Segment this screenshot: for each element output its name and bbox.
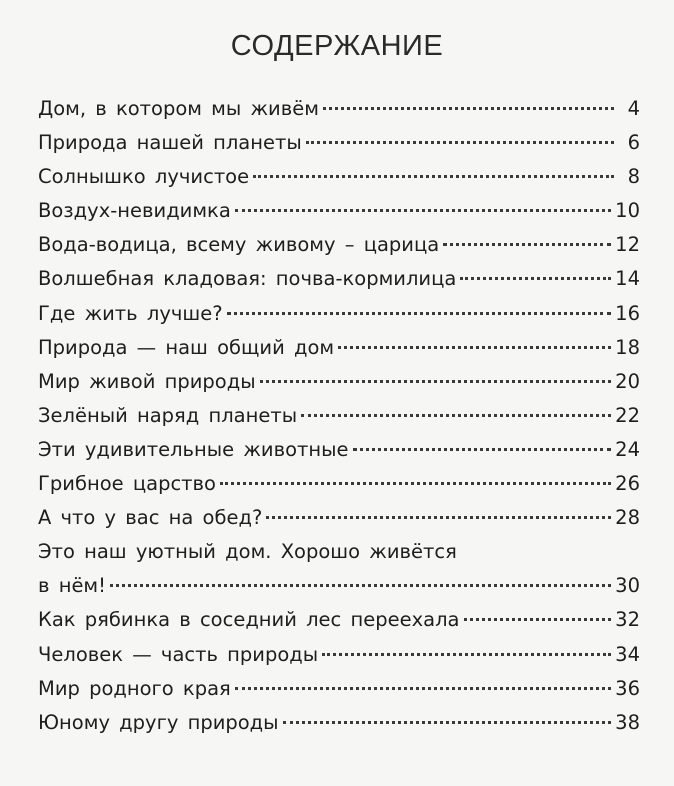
toc-entry xyxy=(38,638,640,672)
dot-leader xyxy=(110,584,611,587)
dot-leader xyxy=(443,243,611,246)
toc-entry-title-line2: в нём! xyxy=(38,574,106,598)
dot-leader xyxy=(266,516,611,519)
toc-entry-title: Природа — наш общий дом xyxy=(38,335,335,359)
dot-leader xyxy=(306,141,614,144)
toc-entry xyxy=(38,92,640,126)
page-title: СОДЕРЖАНИЕ xyxy=(230,30,444,62)
toc-entry-page: 26 xyxy=(615,472,640,496)
dot-leader xyxy=(220,482,611,485)
toc-entry-title: Солнышко лучистое xyxy=(38,165,250,189)
toc-entry-title: Эти удивительные животные xyxy=(38,437,349,461)
dot-leader xyxy=(235,687,611,690)
dot-leader xyxy=(338,346,611,349)
dot-leader xyxy=(227,312,612,315)
toc-entry-page: 32 xyxy=(615,608,640,632)
toc-entry-title: Вода-водица, всему живому – царица xyxy=(38,233,440,257)
toc-entry xyxy=(38,365,640,399)
dot-leader xyxy=(323,107,614,110)
toc-entry xyxy=(38,160,640,194)
toc-entry-page: 14 xyxy=(615,267,640,291)
toc-entry-page: 18 xyxy=(615,335,640,359)
toc-entry-title: Дом, в котором мы живём xyxy=(38,97,319,120)
toc-entry-page: 38 xyxy=(615,710,640,734)
toc-entry xyxy=(38,331,640,365)
toc-entry xyxy=(38,262,640,296)
toc-entry xyxy=(38,194,640,228)
toc-entry-title: А что у вас на обед? xyxy=(38,506,263,530)
dot-leader xyxy=(235,209,611,212)
toc-entry xyxy=(38,501,640,535)
toc-entry-page: 22 xyxy=(615,403,640,427)
toc-entry-page: 20 xyxy=(615,369,640,393)
toc-entry-page: 28 xyxy=(615,506,640,530)
toc-entry xyxy=(38,706,640,740)
toc-entry xyxy=(38,297,640,331)
toc-entry xyxy=(38,126,640,160)
toc-entry-title: Мир родного края xyxy=(38,676,231,700)
toc-entry xyxy=(38,399,640,433)
toc-entry-title: Где жить лучше? xyxy=(38,301,223,325)
toc-entry-page: 10 xyxy=(615,199,640,223)
toc-entry-title: Грибное царство xyxy=(38,472,216,496)
toc-entry xyxy=(38,228,640,262)
toc-entry-page: 6 xyxy=(627,131,640,155)
dot-leader xyxy=(301,414,611,417)
toc-entry-page: 12 xyxy=(615,233,640,257)
toc-entry-title-line1: Это наш уютный дом. Хорошо живётся xyxy=(38,540,457,564)
toc-entry xyxy=(38,672,640,706)
toc-entry-title: Юному другу природы xyxy=(38,710,279,734)
table-of-contents xyxy=(38,92,640,740)
toc-entry-title: Природа нашей планеты xyxy=(38,131,302,155)
toc-entry-line2 xyxy=(38,569,640,603)
toc-entry-page: 16 xyxy=(615,301,640,325)
dot-leader xyxy=(283,721,612,724)
dot-leader xyxy=(460,277,611,280)
toc-entry xyxy=(38,603,640,637)
toc-entry-page: 8 xyxy=(627,165,640,189)
dot-leader xyxy=(260,380,612,383)
toc-entry-page: 24 xyxy=(615,437,640,461)
dot-leader xyxy=(253,175,614,178)
toc-entry-page: 4 xyxy=(627,97,640,120)
toc-entry xyxy=(38,467,640,501)
toc-entry-title: Волшебная кладовая: почва-кормилица xyxy=(38,267,457,291)
toc-entry-multiline xyxy=(38,535,640,603)
toc-entry-page: 36 xyxy=(615,676,640,700)
toc-entry-page: 30 xyxy=(615,574,640,598)
toc-entry-title: Воздух-невидимка xyxy=(38,199,231,223)
toc-entry-title: Мир живой природы xyxy=(38,369,256,393)
dot-leader xyxy=(322,653,611,656)
toc-entry xyxy=(38,433,640,467)
toc-entry-page: 34 xyxy=(615,642,640,666)
toc-entry-title: Как рябинка в соседний лес переехала xyxy=(38,608,460,632)
dot-leader xyxy=(464,618,612,621)
toc-entry-title: Человек — часть природы xyxy=(38,642,319,666)
toc-entry-title: Зелёный наряд планеты xyxy=(38,403,298,427)
dot-leader xyxy=(353,448,612,451)
